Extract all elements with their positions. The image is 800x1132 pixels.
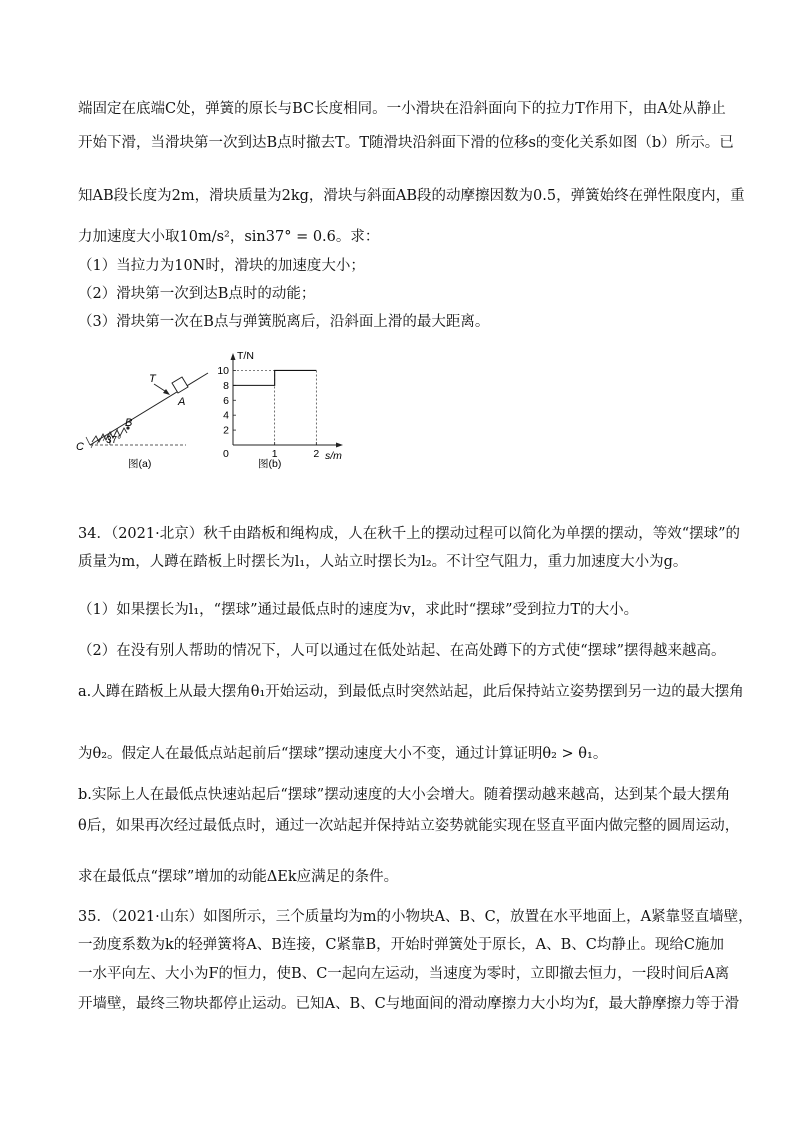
- part-b: b.实际上人在最低点快速站起后“摆球”摆动速度的大小会增大。随着摆动越来越高，达到某个最大摆角: [78, 787, 731, 803]
- y-axis-label: T/N: [237, 350, 254, 362]
- text-line: θ后，如果再次经过最低点时，通过一次站起并保持站立姿势就能实现在竖直平面内做完整的圆周运动，: [78, 818, 740, 834]
- text-line: 为θ₂。假定人在最低点站起前后“摆球”摆动速度大小不变，通过计算证明θ₂ > θ₁。: [78, 746, 608, 762]
- y-tick-label: 6: [223, 394, 229, 407]
- subquestion-2: （2）在没有别人帮助的情况下，人可以通过在低处站起、在高处蹲下的方式使“摆球”摆得越来越高。: [78, 643, 726, 659]
- subquestion-1: （1）当拉力为10N时，滑块的加速度大小；: [78, 258, 365, 274]
- text-line: 力加速度大小取10m/s²，sin37° = 0.6。求：: [78, 229, 380, 245]
- label-b: B: [125, 417, 133, 429]
- text-line: 知AB段长度为2m，滑块质量为2kg，滑块与斜面AB段的动摩擦因数为0.5，弹簧始终在弹性限度内，重: [78, 188, 745, 204]
- figure-a-diagram: [76, 373, 208, 470]
- label-a: A: [178, 396, 186, 408]
- subquestion-1: （1）如果摆长为l₁，“摆球”通过最低点时的速度为v，求此时“摆球”受到拉力T的大小。: [78, 602, 639, 618]
- y-tick-label: 4: [223, 409, 229, 422]
- text-line: 开始下滑，当滑块第一次到达B点时撤去T。T随滑块沿斜面下滑的位移s的变化关系如图（b）所示。已: [78, 135, 734, 151]
- y-tick-label: 2: [223, 424, 229, 437]
- origin-label: 0: [223, 448, 229, 460]
- y-tick-label: 10: [217, 364, 229, 377]
- series-line: [233, 370, 316, 385]
- figure-b-caption: 图(b): [258, 458, 282, 470]
- label-t: T: [149, 373, 156, 385]
- x-axis-label: s/m: [325, 450, 342, 462]
- subquestion-3: （3）滑块第一次在B点与弹簧脱离后，沿斜面上滑的最大距离。: [78, 314, 490, 330]
- question-34-stem: 34．（2021·北京）秋千由踏板和绳构成，人在秋千上的摆动过程可以简化为单摆的摆动，等效“摆球”的: [78, 526, 741, 542]
- text-line: 端固定在底端C处，弹簧的原长与BC长度相同。一小滑块在沿斜面向下的拉力T作用下，由A处从静止: [78, 101, 726, 117]
- y-axis-arrow-icon: [231, 353, 236, 360]
- block-icon: [172, 377, 188, 393]
- label-c: C: [76, 441, 84, 453]
- text-line: 开墙壁，最终三物块都停止运动。已知A、B、C与地面间的滑动摩擦力大小均为f，最大静摩擦力等于滑: [78, 996, 740, 1012]
- y-tick-label: 8: [223, 379, 229, 392]
- text-line: 一劲度系数为k的轻弹簧将A、B连接，C紧靠B，开始时弹簧处于原长，A、B、C均静止。现给C施加: [78, 937, 724, 953]
- figure-a-caption: 图(a): [128, 458, 152, 470]
- x-tick-label: 2: [313, 448, 320, 460]
- subquestion-2: （2）滑块第一次到达B点时的动能；: [78, 286, 316, 302]
- label-angle: 37°: [106, 435, 122, 446]
- x-axis-arrow-icon: [336, 443, 343, 448]
- figures: [68, 338, 368, 478]
- question-35-stem: 35．（2021·山东）如图所示，三个质量均为m的小物块A、B、C，放置在水平地面上，A紧靠竖直墙壁，: [78, 909, 753, 925]
- text-line: 质量为m，人蹲在踏板上时摆长为l₁，人站立时摆长为l₂。不计空气阻力，重力加速度大小为g。: [78, 554, 688, 570]
- x-tick-label: 1: [271, 448, 278, 460]
- part-a: a.人蹲在踏板上从最大摆角θ₁开始运动，到最低点时突然站起，此后保持站立姿势摆到另一边的最大摆角: [78, 684, 744, 700]
- text-line: 一水平向左、大小为F的恒力，使B、C一起向左运动，当速度为零时，立即撤去恒力，一段时间后A离: [78, 966, 730, 982]
- figure-b-chart: [217, 350, 343, 470]
- text-line: 求在最低点“摆球”增加的动能ΔEk应满足的条件。: [78, 869, 399, 885]
